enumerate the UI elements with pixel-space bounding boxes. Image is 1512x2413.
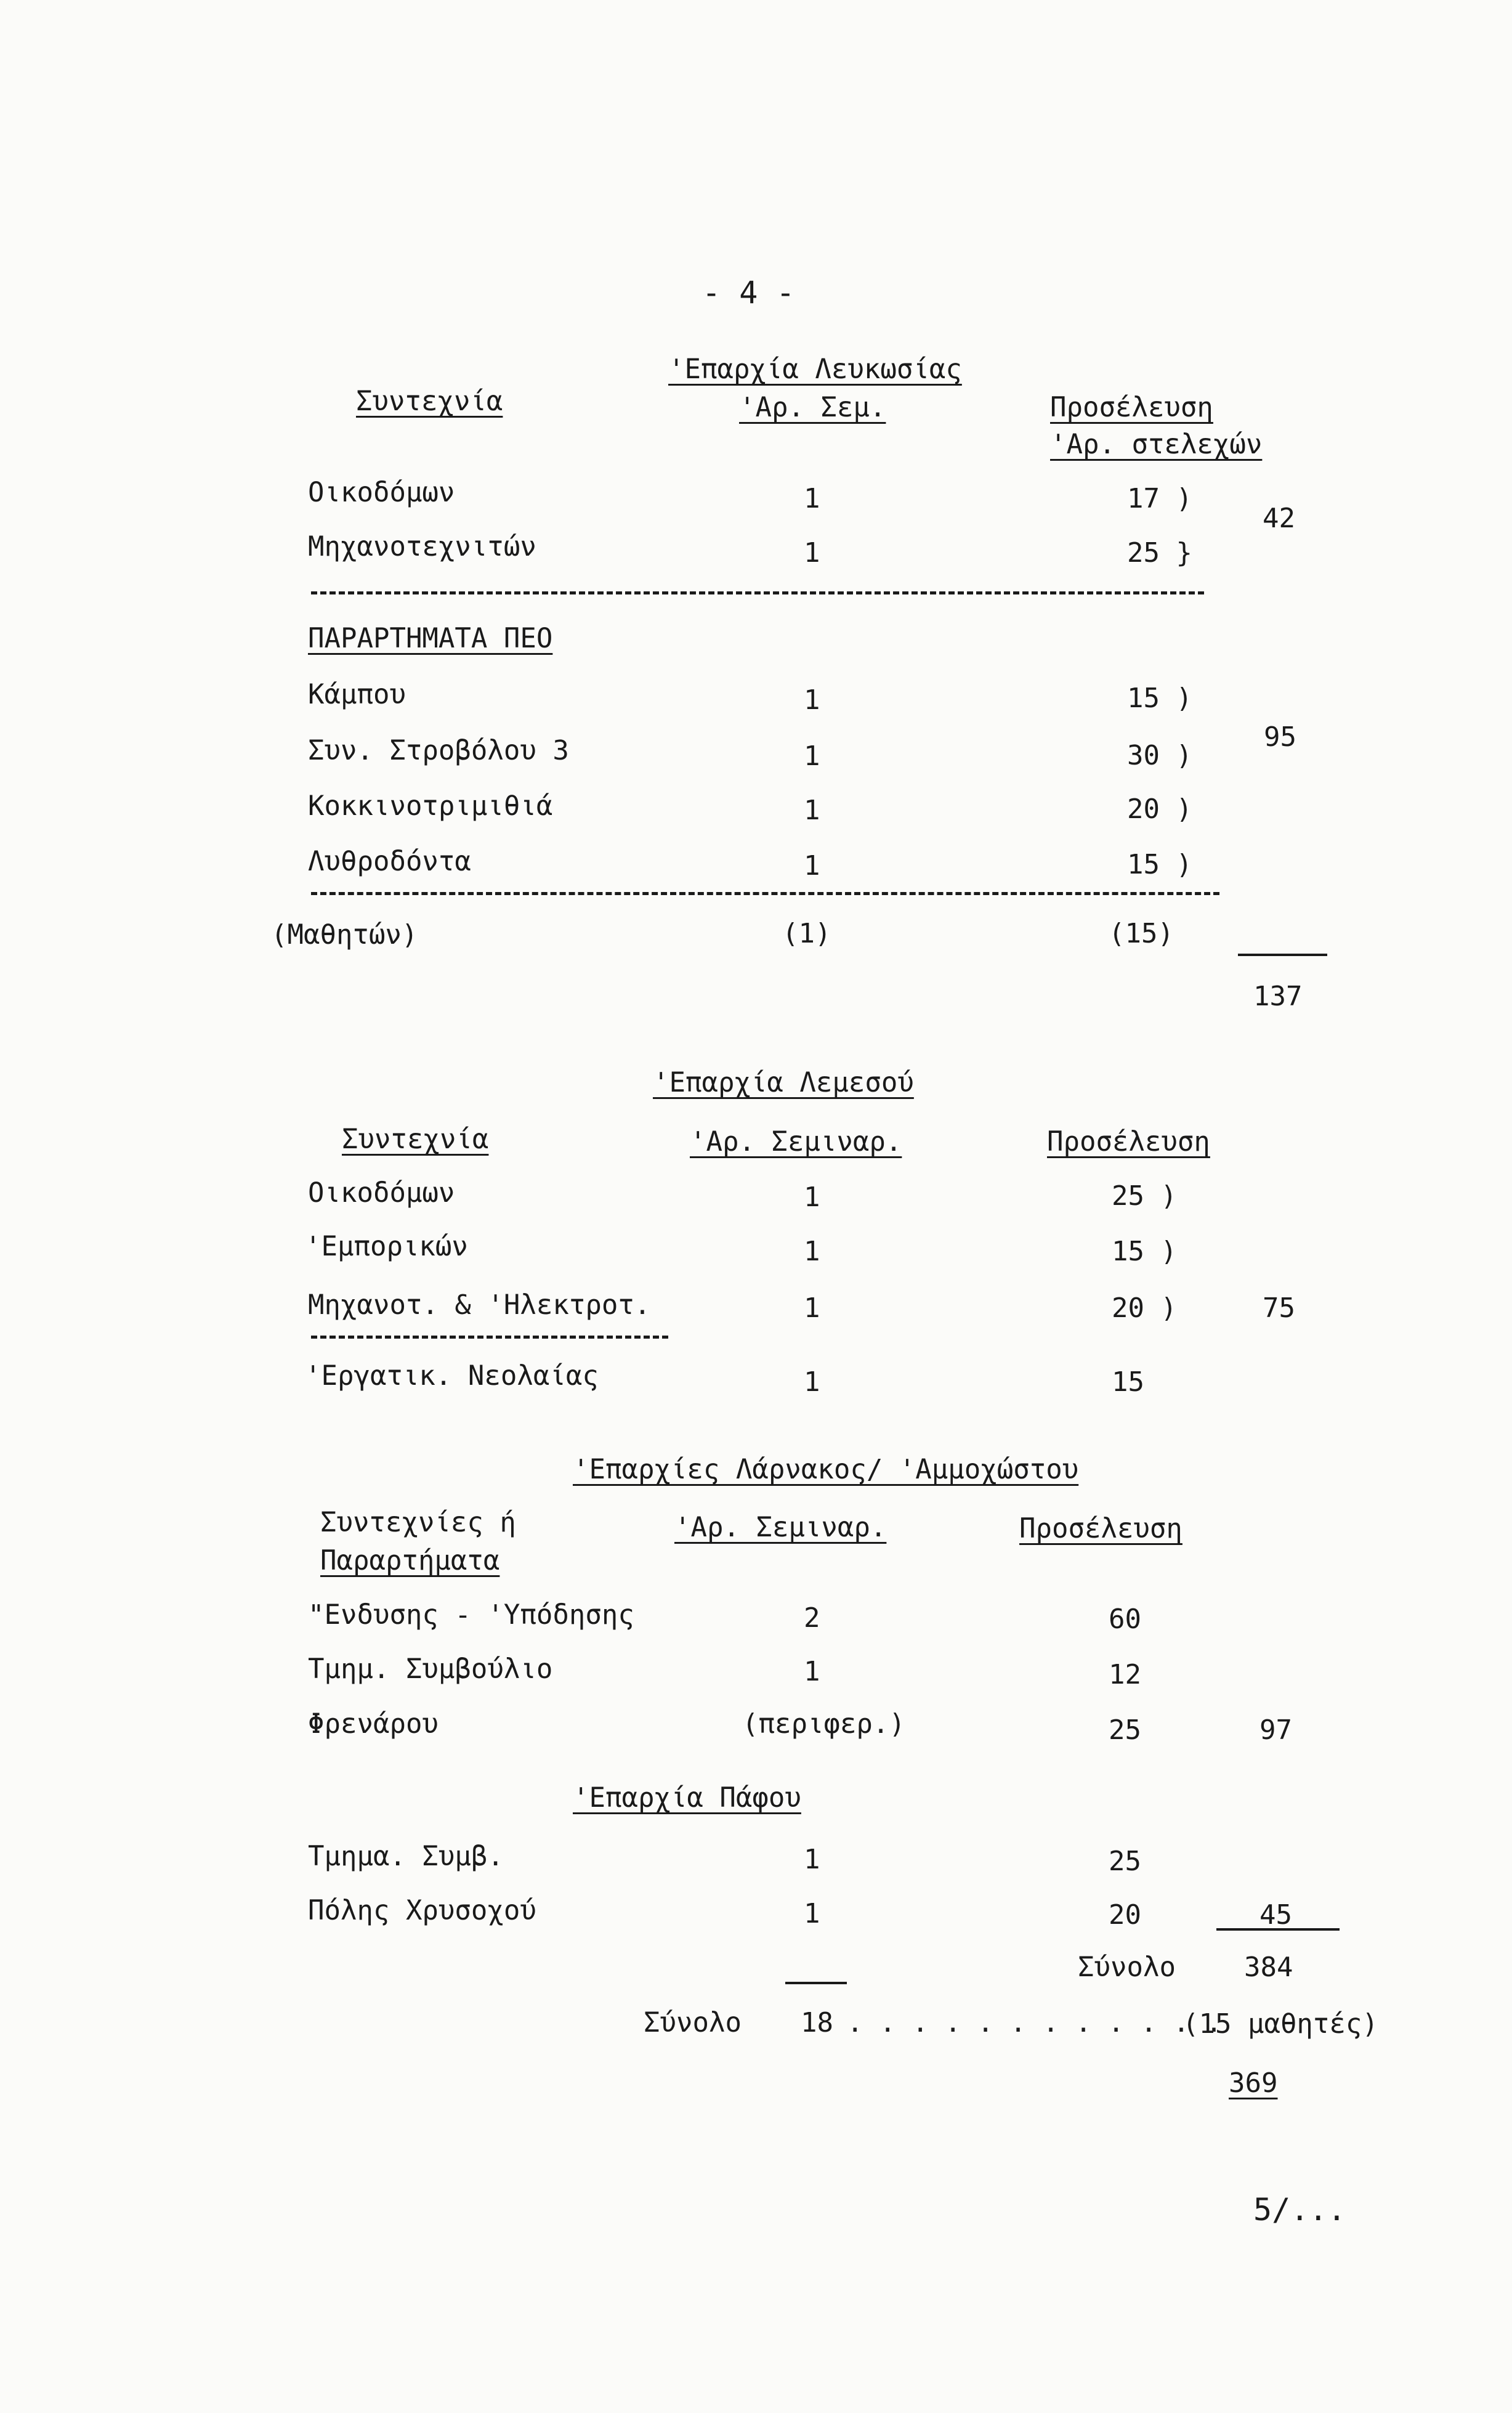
row-seminars: 1 bbox=[804, 850, 820, 882]
col-header-attendance: Προσέλευση bbox=[1019, 1513, 1183, 1544]
row-name: Λυθροδόντα bbox=[308, 846, 471, 877]
row-name: Φρενάρου bbox=[308, 1708, 439, 1740]
row-name: Τμημα. Συμβ. bbox=[308, 1841, 504, 1872]
section-title: 'Επαρχία Λεμεσού bbox=[653, 1067, 914, 1098]
row-name: Πόλης Χρυσοχού bbox=[308, 1895, 536, 1926]
district-total: 137 bbox=[1253, 981, 1303, 1012]
row-attendance: 15 bbox=[1112, 1366, 1144, 1398]
dashed-divider bbox=[311, 591, 1204, 594]
row-seminars: 1 bbox=[804, 740, 820, 772]
row-attendance: 30 ) bbox=[1127, 740, 1192, 771]
seminars-total-label: Σύνολο bbox=[644, 2007, 742, 2038]
col-header-seminars: 'Αρ. Σεμιναρ. bbox=[690, 1126, 902, 1158]
col-header-union: Συντεχνίες ή bbox=[320, 1507, 516, 1538]
dashed-divider bbox=[311, 1336, 668, 1339]
attendance-total-label: Σύνολο bbox=[1078, 1952, 1176, 1983]
section-title: 'Επαρχίες Λάρνακος/ 'Αμμοχώστου bbox=[573, 1454, 1079, 1485]
sum-line bbox=[785, 1982, 847, 1984]
students-label: (Μαθητών) bbox=[271, 919, 418, 951]
row-name: Κοκκινοτριμιθιά bbox=[308, 790, 553, 822]
row-name: Τμημ. Συμβούλιο bbox=[308, 1653, 553, 1685]
students-seminars: (1) bbox=[782, 918, 831, 949]
row-name: Κάμπου bbox=[308, 679, 406, 710]
row-attendance: 25 bbox=[1109, 1846, 1141, 1877]
leader-dots: . . . . . . . . . . . . bbox=[847, 2007, 1223, 2038]
row-attendance: 25 ) bbox=[1112, 1180, 1177, 1212]
row-seminars: 1 bbox=[804, 684, 820, 716]
section-title: 'Επαρχία Λευκωσίας bbox=[668, 354, 962, 385]
row-seminars: 2 bbox=[804, 1602, 820, 1634]
row-name: Οικοδόμων bbox=[308, 477, 455, 508]
row-attendance: 60 bbox=[1109, 1604, 1141, 1635]
col-header-attendance: Προσέλευση bbox=[1050, 392, 1213, 423]
row-attendance: 20 ) bbox=[1112, 1292, 1177, 1324]
row-attendance: 15 ) bbox=[1127, 849, 1192, 880]
group-total: 42 bbox=[1263, 503, 1295, 534]
row-attendance: 17 ) bbox=[1127, 483, 1192, 514]
sum-line bbox=[1216, 1928, 1340, 1931]
row-seminars: 1 bbox=[804, 1656, 820, 1687]
row-attendance: 15 ) bbox=[1127, 683, 1192, 714]
row-name: Μηχανοτ. & 'Ηλεκτροτ. bbox=[308, 1289, 651, 1321]
col-header-seminars: 'Αρ. Σεμ. bbox=[739, 392, 886, 423]
students-attendance: (15) bbox=[1109, 918, 1174, 949]
group-total: 97 bbox=[1259, 1714, 1292, 1746]
net-total: 369 bbox=[1229, 2067, 1278, 2099]
group-total: 45 bbox=[1259, 1899, 1292, 1931]
row-seminars: 1 bbox=[804, 1898, 820, 1929]
row-name: 'Εργατικ. Νεολαίας bbox=[305, 1360, 599, 1392]
row-seminars: 1 bbox=[804, 795, 820, 826]
row-seminars: 1 bbox=[804, 1236, 820, 1267]
col-header-attendance-sub: 'Αρ. στελεχών bbox=[1050, 429, 1263, 460]
group-total: 75 bbox=[1263, 1292, 1295, 1324]
continuation-marker: 5/... bbox=[1253, 2192, 1346, 2228]
seminars-total: 18 bbox=[801, 2007, 833, 2038]
row-attendance: 15 ) bbox=[1112, 1236, 1177, 1267]
row-seminars: 1 bbox=[804, 483, 820, 514]
col-header-attendance: Προσέλευση bbox=[1047, 1126, 1210, 1158]
dashed-divider bbox=[311, 892, 1219, 895]
group-total: 95 bbox=[1264, 721, 1296, 753]
row-attendance: 20 ) bbox=[1127, 793, 1192, 825]
page-number: - 4 - bbox=[702, 275, 795, 310]
row-name: "Ενδυσης - 'Υπόδησης bbox=[308, 1599, 634, 1631]
row-name: Οικοδόμων bbox=[308, 1177, 455, 1209]
row-attendance: 20 bbox=[1109, 1899, 1141, 1931]
section-title: 'Επαρχία Πάφου bbox=[573, 1782, 801, 1814]
col-header-union-2: Παραρτήματα bbox=[320, 1545, 500, 1576]
col-header-union: Συντεχνία bbox=[356, 386, 503, 417]
col-header-union: Συντεχνία bbox=[342, 1124, 489, 1155]
row-seminars: (περιφερ.) bbox=[742, 1708, 905, 1740]
row-seminars: 1 bbox=[804, 1844, 820, 1875]
row-name: Συν. Στροβόλου 3 bbox=[308, 735, 569, 766]
col-header-seminars: 'Αρ. Σεμιναρ. bbox=[674, 1512, 887, 1543]
row-name: 'Εμπορικών bbox=[305, 1231, 468, 1262]
row-attendance: 25 } bbox=[1127, 537, 1192, 569]
row-seminars: 1 bbox=[804, 1182, 820, 1213]
row-seminars: 1 bbox=[804, 1366, 820, 1398]
students-note: (15 μαθητές) bbox=[1183, 2008, 1378, 2040]
row-name: Μηχανοτεχνιτών bbox=[308, 531, 536, 562]
row-attendance: 25 bbox=[1109, 1714, 1141, 1746]
row-seminars: 1 bbox=[804, 1292, 820, 1324]
row-attendance: 12 bbox=[1109, 1659, 1141, 1690]
branches-title: ΠΑΡΑΡΤΗΜΑΤΑ ΠΕΟ bbox=[308, 623, 553, 654]
row-seminars: 1 bbox=[804, 537, 820, 569]
sum-line bbox=[1238, 954, 1327, 956]
attendance-total: 384 bbox=[1244, 1952, 1293, 1983]
